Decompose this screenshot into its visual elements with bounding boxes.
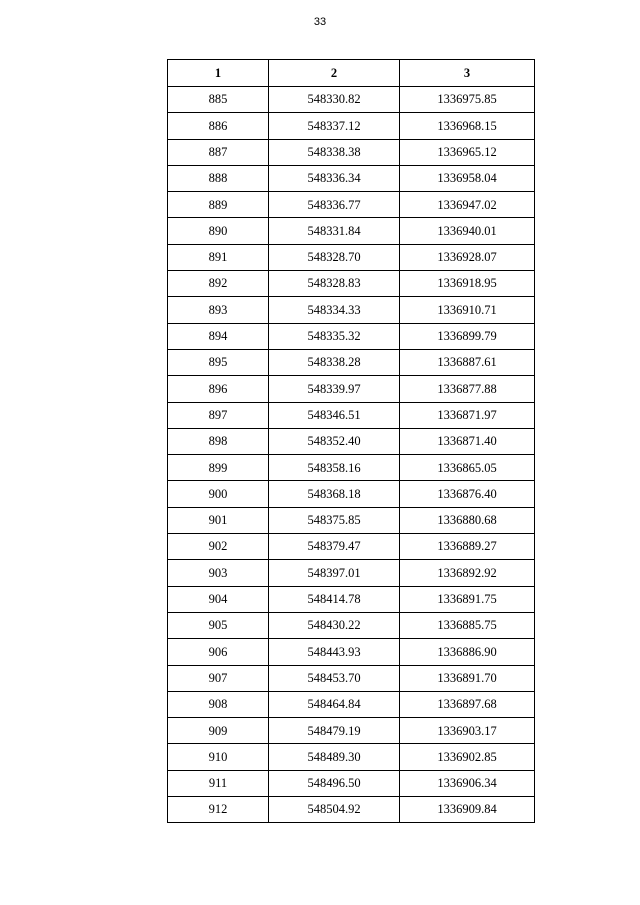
table-cell-col-2: 548339.97 bbox=[269, 376, 400, 402]
table-row bbox=[168, 349, 535, 375]
table-cell-col-1: 909 bbox=[168, 718, 269, 744]
table-cell-col-2: 548489.30 bbox=[269, 744, 400, 770]
page-number: 33 bbox=[313, 16, 327, 28]
table-row bbox=[168, 665, 535, 691]
table-cell-col-1: 896 bbox=[168, 376, 269, 402]
table-cell-col-3: 1336918.95 bbox=[400, 271, 535, 297]
table-row bbox=[168, 481, 535, 507]
table-row bbox=[168, 271, 535, 297]
table-cell-col-2: 548443.93 bbox=[269, 639, 400, 665]
table-cell-col-2: 548414.78 bbox=[269, 586, 400, 612]
table-cell-col-3: 1336865.05 bbox=[400, 455, 535, 481]
table-row bbox=[168, 744, 535, 770]
table-row bbox=[168, 113, 535, 139]
table-cell-col-2: 548337.12 bbox=[269, 113, 400, 139]
table-row bbox=[168, 428, 535, 454]
table-cell-col-3: 1336876.40 bbox=[400, 481, 535, 507]
table-row bbox=[168, 297, 535, 323]
table-cell-col-1: 894 bbox=[168, 323, 269, 349]
table-row bbox=[168, 244, 535, 270]
table-cell-col-1: 895 bbox=[168, 349, 269, 375]
column-header-2: 2 bbox=[269, 60, 400, 87]
table-cell-col-3: 1336880.68 bbox=[400, 507, 535, 533]
column-header-1: 1 bbox=[168, 60, 269, 87]
table-row bbox=[168, 87, 535, 113]
table-row bbox=[168, 507, 535, 533]
table-cell-col-3: 1336897.68 bbox=[400, 691, 535, 717]
table-cell-col-2: 548328.70 bbox=[269, 244, 400, 270]
table-cell-col-2: 548375.85 bbox=[269, 507, 400, 533]
table-cell-col-3: 1336885.75 bbox=[400, 612, 535, 638]
table-cell-col-2: 548338.38 bbox=[269, 139, 400, 165]
table-cell-col-1: 897 bbox=[168, 402, 269, 428]
table-cell-col-1: 887 bbox=[168, 139, 269, 165]
column-header-3: 3 bbox=[400, 60, 535, 87]
table-row bbox=[168, 639, 535, 665]
table-cell-col-1: 886 bbox=[168, 113, 269, 139]
table-cell-col-3: 1336891.70 bbox=[400, 665, 535, 691]
table-cell-col-2: 548335.32 bbox=[269, 323, 400, 349]
table-cell-col-1: 899 bbox=[168, 455, 269, 481]
table-cell-col-2: 548352.40 bbox=[269, 428, 400, 454]
table-row bbox=[168, 560, 535, 586]
table-row bbox=[168, 192, 535, 218]
table-cell-col-1: 885 bbox=[168, 87, 269, 113]
table-row bbox=[168, 455, 535, 481]
table-cell-col-2: 548334.33 bbox=[269, 297, 400, 323]
table-cell-col-2: 548358.16 bbox=[269, 455, 400, 481]
table-body bbox=[168, 87, 535, 823]
table-row bbox=[168, 323, 535, 349]
table-cell-col-1: 910 bbox=[168, 744, 269, 770]
coordinates-table bbox=[167, 59, 535, 823]
table-cell-col-3: 1336947.02 bbox=[400, 192, 535, 218]
table-cell-col-3: 1336958.04 bbox=[400, 165, 535, 191]
table-cell-col-1: 888 bbox=[168, 165, 269, 191]
table-row bbox=[168, 612, 535, 638]
table-cell-col-2: 548336.34 bbox=[269, 165, 400, 191]
table-cell-col-3: 1336886.90 bbox=[400, 639, 535, 665]
table-row bbox=[168, 770, 535, 796]
table-cell-col-1: 898 bbox=[168, 428, 269, 454]
table-cell-col-3: 1336877.88 bbox=[400, 376, 535, 402]
table-cell-col-2: 548479.19 bbox=[269, 718, 400, 744]
table-cell-col-1: 893 bbox=[168, 297, 269, 323]
table-cell-col-3: 1336965.12 bbox=[400, 139, 535, 165]
table-row bbox=[168, 139, 535, 165]
table-row bbox=[168, 165, 535, 191]
table-cell-col-3: 1336902.85 bbox=[400, 744, 535, 770]
table-row bbox=[168, 586, 535, 612]
table-cell-col-3: 1336889.27 bbox=[400, 534, 535, 560]
table-cell-col-3: 1336910.71 bbox=[400, 297, 535, 323]
table-cell-col-1: 902 bbox=[168, 534, 269, 560]
table-cell-col-2: 548331.84 bbox=[269, 218, 400, 244]
table-cell-col-2: 548504.92 bbox=[269, 797, 400, 823]
table-cell-col-1: 904 bbox=[168, 586, 269, 612]
table-cell-col-2: 548330.82 bbox=[269, 87, 400, 113]
table-cell-col-2: 548496.50 bbox=[269, 770, 400, 796]
table-cell-col-1: 905 bbox=[168, 612, 269, 638]
table-cell-col-3: 1336892.92 bbox=[400, 560, 535, 586]
table-cell-col-3: 1336975.85 bbox=[400, 87, 535, 113]
table-row bbox=[168, 718, 535, 744]
table-row bbox=[168, 218, 535, 244]
table-cell-col-3: 1336899.79 bbox=[400, 323, 535, 349]
table-cell-col-2: 548430.22 bbox=[269, 612, 400, 638]
table-cell-col-2: 548453.70 bbox=[269, 665, 400, 691]
table-cell-col-1: 906 bbox=[168, 639, 269, 665]
table-cell-col-3: 1336871.40 bbox=[400, 428, 535, 454]
table-cell-col-2: 548379.47 bbox=[269, 534, 400, 560]
table-row bbox=[168, 376, 535, 402]
table-cell-col-3: 1336928.07 bbox=[400, 244, 535, 270]
table-cell-col-2: 548346.51 bbox=[269, 402, 400, 428]
table-cell-col-1: 890 bbox=[168, 218, 269, 244]
table-cell-col-3: 1336891.75 bbox=[400, 586, 535, 612]
table-cell-col-2: 548338.28 bbox=[269, 349, 400, 375]
table-cell-col-1: 889 bbox=[168, 192, 269, 218]
table-cell-col-3: 1336940.01 bbox=[400, 218, 535, 244]
table-header-row bbox=[168, 60, 535, 87]
table-cell-col-1: 900 bbox=[168, 481, 269, 507]
table-cell-col-1: 908 bbox=[168, 691, 269, 717]
table-cell-col-2: 548336.77 bbox=[269, 192, 400, 218]
table-cell-col-1: 912 bbox=[168, 797, 269, 823]
table-cell-col-3: 1336968.15 bbox=[400, 113, 535, 139]
table-cell-col-1: 892 bbox=[168, 271, 269, 297]
table-cell-col-2: 548464.84 bbox=[269, 691, 400, 717]
table-cell-col-3: 1336909.84 bbox=[400, 797, 535, 823]
table-cell-col-1: 907 bbox=[168, 665, 269, 691]
table-cell-col-3: 1336906.34 bbox=[400, 770, 535, 796]
table-cell-col-2: 548368.18 bbox=[269, 481, 400, 507]
table-row bbox=[168, 797, 535, 823]
table-cell-col-3: 1336887.61 bbox=[400, 349, 535, 375]
table-cell-col-1: 903 bbox=[168, 560, 269, 586]
table-cell-col-3: 1336903.17 bbox=[400, 718, 535, 744]
table-cell-col-1: 911 bbox=[168, 770, 269, 796]
table-row bbox=[168, 402, 535, 428]
table-cell-col-2: 548328.83 bbox=[269, 271, 400, 297]
table-cell-col-1: 891 bbox=[168, 244, 269, 270]
table-cell-col-2: 548397.01 bbox=[269, 560, 400, 586]
table-cell-col-1: 901 bbox=[168, 507, 269, 533]
table-cell-col-3: 1336871.97 bbox=[400, 402, 535, 428]
table-row bbox=[168, 691, 535, 717]
table-row bbox=[168, 534, 535, 560]
